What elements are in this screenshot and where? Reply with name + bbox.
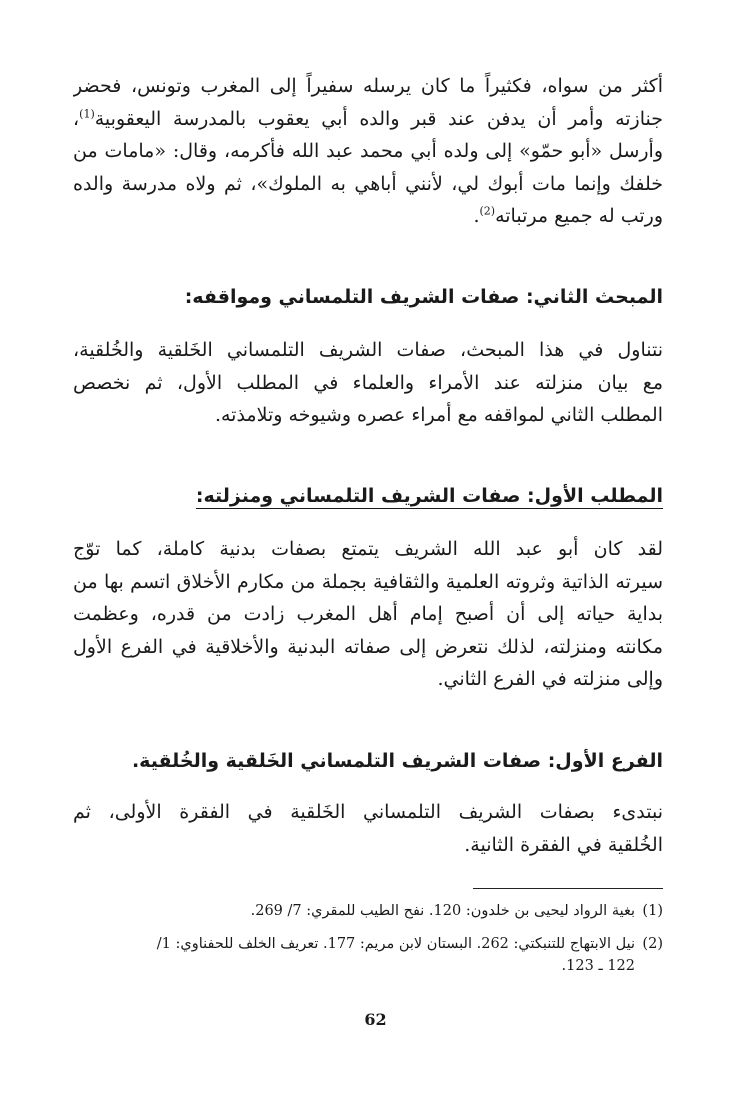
paragraph-4 <box>73 796 663 861</box>
footnote-1 <box>73 900 663 922</box>
footnote-ref-1: (1) <box>79 107 95 121</box>
footnote-2 <box>73 933 663 977</box>
text-line: جنازته وأمر أن يدفن عند قبر والده أبي يعقوب بالمدرسة اليعقوبية$^{(1)}$، <box>73 107 663 130</box>
text-line: أكثر من سواه، فكثيراً ما كان يرسله سفيراً إلى المغرب وتونس، فحضر <box>73 75 663 97</box>
text-line: الخُلقية في الفقرة الثانية. <box>464 833 663 856</box>
text-line: لقد كان أبو عبد الله الشريف يتمتع بصفات بدنية كاملة، كما توّج <box>73 538 663 560</box>
footnote-number: (2) <box>642 936 663 952</box>
text-line: مكانته ومنزلته، لذلك نتعرض إلى صفاته البدنية والأخلاقية في الفرع الأول <box>73 635 663 658</box>
text-line: سيرته الذاتية وثروته العلمية والثقافية بجملة من مكارم الأخلاق اتسم بها من <box>73 570 663 593</box>
branch-heading: الفرع الأول: صفات الشريف التلمساني الخَلقية والخُلقية. <box>131 750 663 772</box>
paragraph-1 <box>73 70 663 233</box>
page-number: 62 <box>364 1010 387 1029</box>
text-line: خلفك وإنما مات أبوك لي، لأنني أباهي به الملوك»، ثم ولاه مدرسة والده <box>73 172 663 195</box>
text-line: ورتب له جميع مرتباته$^{(2)}$. <box>473 204 663 227</box>
subsection-heading-text: المطلب الأول: صفات الشريف التلمساني ومنزلته: <box>195 485 663 507</box>
text-line: نتناول في هذا المبحث، صفات الشريف التلمساني الخَلقية والخُلقية، <box>73 339 663 361</box>
section-heading: المبحث الثاني: صفات الشريف التلمساني ومواقفه: <box>184 286 663 308</box>
text-line: وإلى منزلته في الفرع الثاني. <box>437 668 663 690</box>
footnote-text: نيل الابتهاج للتنبكتي: 262. البستان لابن مريم: 177. تعريف الخلف للحفناوي: 1/ <box>156 936 635 952</box>
subsection-heading <box>73 481 663 511</box>
text-line: بداية حياته إلى أن أصبح إمام أهل المغرب زادت من قدره، وعظمت <box>73 603 663 625</box>
footnote-ref-2: (2) <box>479 204 496 218</box>
text-line: نبتدىء بصفات الشريف التلمساني الخَلقية في الفقرة الأولى، ثم <box>73 801 663 823</box>
footnote-text: بغية الرواد ليحيى بن خلدون: 120. نفح الطيب للمقري: 7/ 269. <box>250 903 635 919</box>
text-line: وأرسل «أبو حمّو» إلى ولده أبي محمد عبد الله فأكرمه، وقال: «مامات من <box>73 140 663 162</box>
paragraph-2 <box>73 334 663 432</box>
footnote-text-continuation: 122 ـ 123. <box>561 958 635 974</box>
footnote-number: (1) <box>642 903 663 919</box>
text-line: مع بيان منزلته عند الأمراء والعلماء في المطلب الأول، ثم نخصص <box>73 371 663 394</box>
paragraph-3 <box>73 533 663 696</box>
footnote-separator <box>473 888 663 889</box>
text-line: المطلب الثاني لمواقفه مع أمراء عصره وشيوخه وتلامذته. <box>214 404 663 426</box>
